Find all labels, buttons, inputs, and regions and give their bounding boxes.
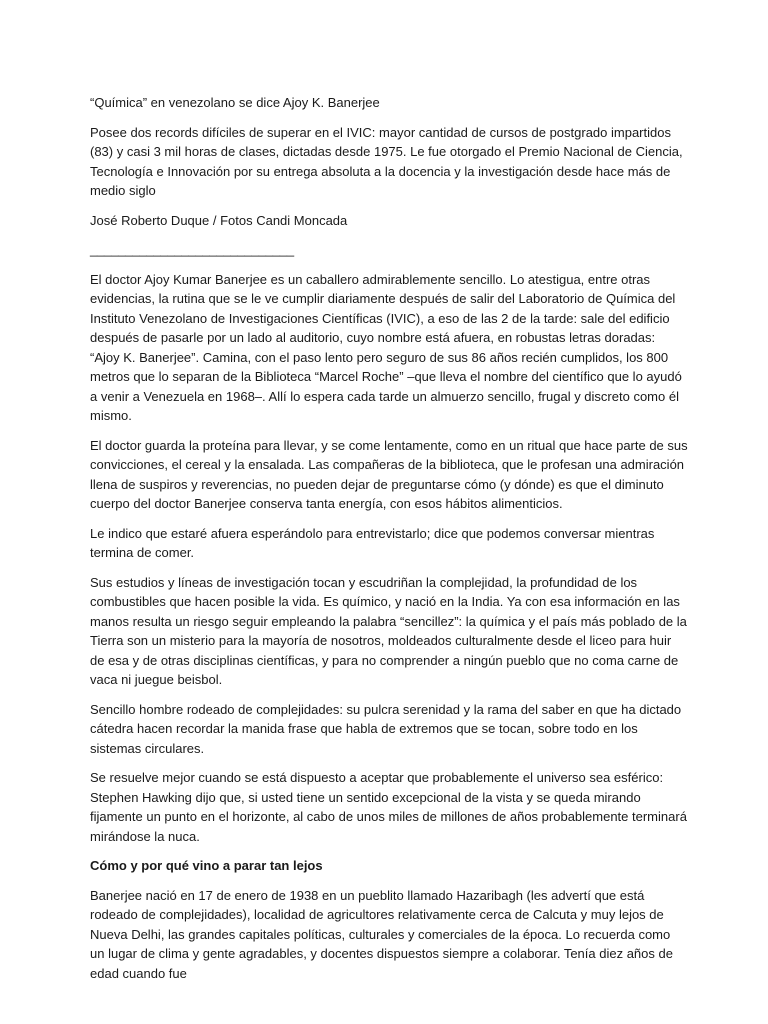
article-body: [90, 93, 688, 993]
paragraph: Sencillo hombre rodeado de complejidades: su pulcra serenidad y la rama del saber en que ha dictado cátedra hacen recordar la manida frase que habla de extremos que se tocan, sobre todo en los sistemas circulares.: [90, 701, 682, 756]
paragraph: El doctor Ajoy Kumar Banerjee es un caballero admirablemente sencillo. Lo atestigua, entre otras evidencias, la rutina que se le ve cumplir diariamente después de salir del Laboratorio de Química del Instituto Venezolano de Investigaciones Científicas (IVIC), a eso de las 2 de la tarde: sale del edificio después de pasarle por un lado al auditorio, cuyo nombre está afuera, en robustas letras doradas: “Ajoy K. Banerjee”. Camina, con el paso lento pero seguro de sus 86 años recién cumplidos, los 800 metros que lo separan de la Biblioteca “Marcel Roche” –que lleva el nombre del científico que lo ayudó a venir a Venezuela en 1968–. Allí lo espera cada tarde un almuerzo sencillo, frugal y discreto como él mismo.: [90, 271, 682, 423]
paragraph: El doctor guarda la proteína para llevar, y se come lentamente, como en un ritual que hace parte de sus convicciones, el cereal y la ensalada. Las compañeras de la biblioteca, que le profesan una admiración llena de suspiros y reverencias, no pueden dejar de preguntarse cómo (y dónde) es que el diminuto cuerpo del doctor Banerjee conserva tanta energía, con esos hábitos alimenticios.: [90, 437, 688, 511]
paragraph: Se resuelve mejor cuando se está dispuesto a aceptar que probablemente el universo sea esférico: Stephen Hawking dijo que, si usted tiene un sentido excepcional de la vista y se queda mirando fijamente un punto en el horizonte, al cabo de unos miles de millones de años probablemente terminará mirándose la nuca.: [90, 770, 687, 844]
paragraph: Le indico que estaré afuera esperándolo para entrevistarlo; dice que podemos conversar mientras termina de comer.: [90, 525, 655, 560]
separator-line: _____________________________: [90, 242, 294, 257]
article-byline: José Roberto Duque / Fotos Candi Moncada: [90, 212, 348, 228]
article-subtitle: Posee dos records difíciles de superar en el IVIC: mayor cantidad de cursos de postgrado impartidos (83) y casi 3 mil horas de clases, dictadas desde 1975. Le fue otorgado el Premio Nacional de Ciencia, Tecnología e Innovación por su entrega absoluta a la docencia y la investigación desde hace más de medio siglo: [90, 124, 683, 198]
article-title: “Química” en venezolano se dice Ajoy K. Banerjee: [90, 95, 380, 110]
section-paragraph: Banerjee nació en 17 de enero de 1938 en un pueblito llamado Hazaribagh (les advertí que está rodeado de complejidades), localidad de agricultores relativamente cerca de Calcuta y muy lejos de Nueva Delhi, las grandes capitales políticas, culturales y comerciales de la época. Lo recuerda como un lugar de clima y gente agradables, y docentes dispuestos siempre a colaborar. Tenía diez años de edad cuando fue: [90, 887, 673, 981]
paragraph: Sus estudios y líneas de investigación tocan y escudriñan la complejidad, la profundidad de los combustibles que hacen posible la vida. Es químico, y nació en la India. Ya con esa información en las manos resulta un riesgo seguir empleando la palabra “sencillez”: la química y el país más poblado de la Tierra son un misterio para la mayoría de nosotros, moldeados culturalmente desde el liceo para huir de esa y de otras disciplinas científicas, y para no comprender a ningún pueblo que no coma carne de vaca ni juegue beisbol.: [90, 574, 687, 687]
section-heading: Cómo y por qué vino a parar tan lejos: [90, 858, 323, 873]
